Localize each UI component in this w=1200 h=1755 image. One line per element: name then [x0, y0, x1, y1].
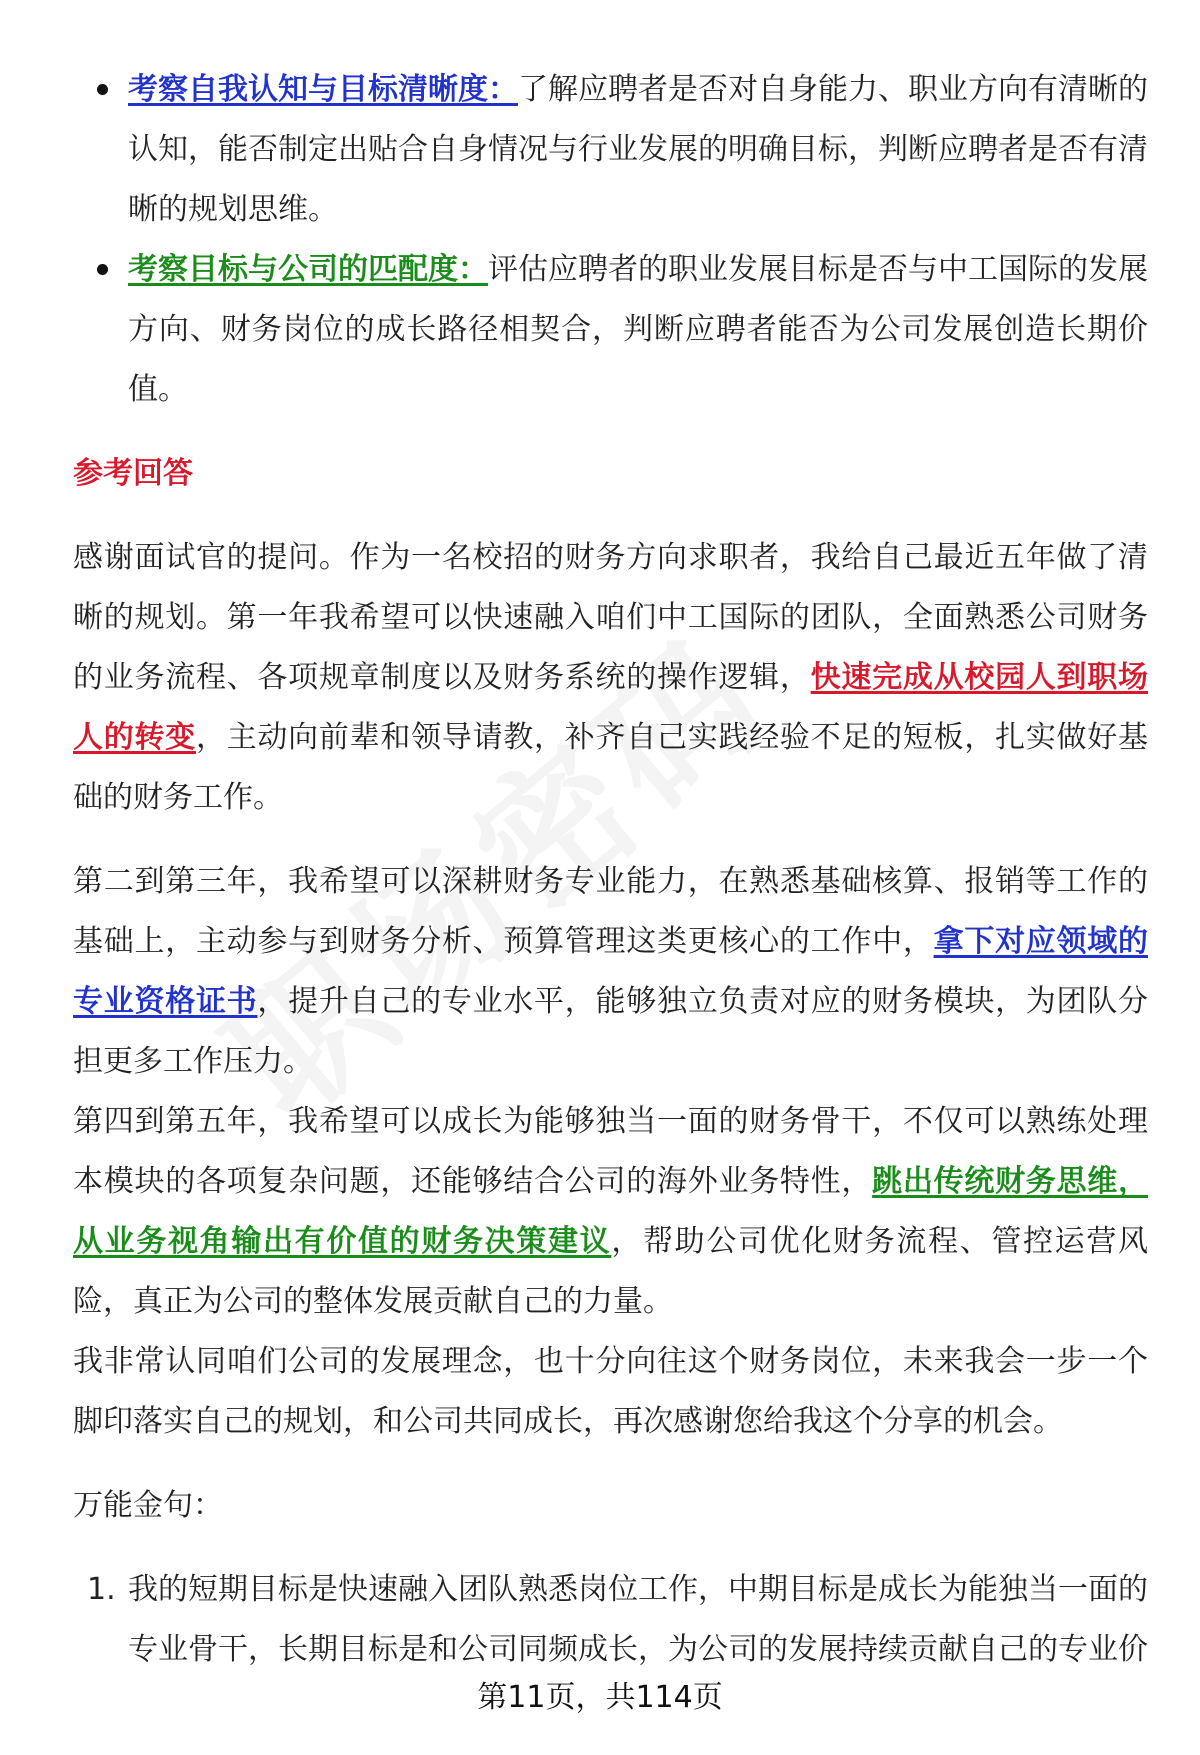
- highlight-green: 跳出传统财务思维，从业务视角输出有价值的财务决策建议: [73, 1164, 1149, 1259]
- highlight-blue: 拿下对应领域的专业资格证书: [73, 924, 1149, 1019]
- paragraph-text: ，主动向前辈和领导请教，补齐自己实践经验不足的短板，扎实做好基础的财务工作。: [73, 720, 1149, 815]
- paragraph-text: ，帮助公司优化财务流程、管控运营风险，真正为公司的整体发展贡献自己的力量。: [73, 1224, 1149, 1319]
- list-text: 我的短期目标是快速融入团队熟悉岗位工作，中期目标是成长为能独当一面的专业骨干，长期目标是和公司同频成长，为公司的发展持续贡献自己的专业价: [128, 1572, 1148, 1667]
- golden-title: 万能金句：: [73, 1488, 223, 1523]
- bullet-item: [73, 60, 1148, 240]
- assessment-points: [73, 60, 1148, 420]
- answer-paragraph-3: [73, 1092, 1148, 1332]
- answer-heading: 参考回答: [73, 456, 193, 491]
- paragraph-text: ，提升自己的专业水平，能够独立负责对应的财务模块，为团队分担更多工作压力。: [73, 984, 1149, 1079]
- highlight-red: 快速完成从校园人到职场人的转变: [73, 660, 1149, 755]
- bullet-text: 评估应聘者的职业发展目标是否与中工国际的发展方向、财务岗位的成长路径相契合，判断应聘者能否为公司发展创造长期价值。: [128, 252, 1148, 407]
- list-item: [73, 1560, 1148, 1680]
- paragraph-text: 第四到第五年，我希望可以成长为能够独当一面的财务骨干，不仅可以熟练处理本模块的各项复杂问题，还能够结合公司的海外业务特性，: [73, 1104, 1148, 1199]
- bullet-text: 了解应聘者是否对自身能力、职业方向有清晰的认知，能否制定出贴合自身情况与行业发展的明确目标，判断应聘者是否有清晰的规划思维。: [128, 72, 1148, 227]
- bullet-label: 考察目标与公司的匹配度：: [128, 252, 488, 287]
- answer-paragraph-2: [73, 852, 1148, 1092]
- page-footer: 第11页，共114页: [477, 1680, 723, 1715]
- golden-list: [73, 1560, 1148, 1680]
- paragraph-text: 第二到第三年，我希望可以深耕财务专业能力，在熟悉基础核算、报销等工作的基础上，主动参与到财务分析、预算管理这类更核心的工作中，: [73, 864, 1148, 959]
- bullet-label: 考察自我认知与目标清晰度：: [128, 72, 518, 107]
- answer-paragraph-1: [73, 528, 1148, 828]
- bullet-dot-icon: [97, 264, 108, 275]
- document-page: [73, 60, 1148, 1680]
- paragraph-text: 感谢面试官的提问。作为一名校招的财务方向求职者，我给自己最近五年做了清晰的规划。第一年我希望可以快速融入咱们中工国际的团队，全面熟悉公司财务的业务流程、各项规章制度以及财务系统的操作逻辑，: [73, 540, 1148, 695]
- list-number: 1.: [87, 1572, 116, 1607]
- bullet-dot-icon: [97, 84, 108, 95]
- answer-paragraph-4: 我非常认同咱们公司的发展理念，也十分向往这个财务岗位，未来我会一步一个脚印落实自己的规划，和公司共同成长，再次感谢您给我这个分享的机会。: [73, 1344, 1148, 1439]
- bullet-item: [73, 240, 1148, 420]
